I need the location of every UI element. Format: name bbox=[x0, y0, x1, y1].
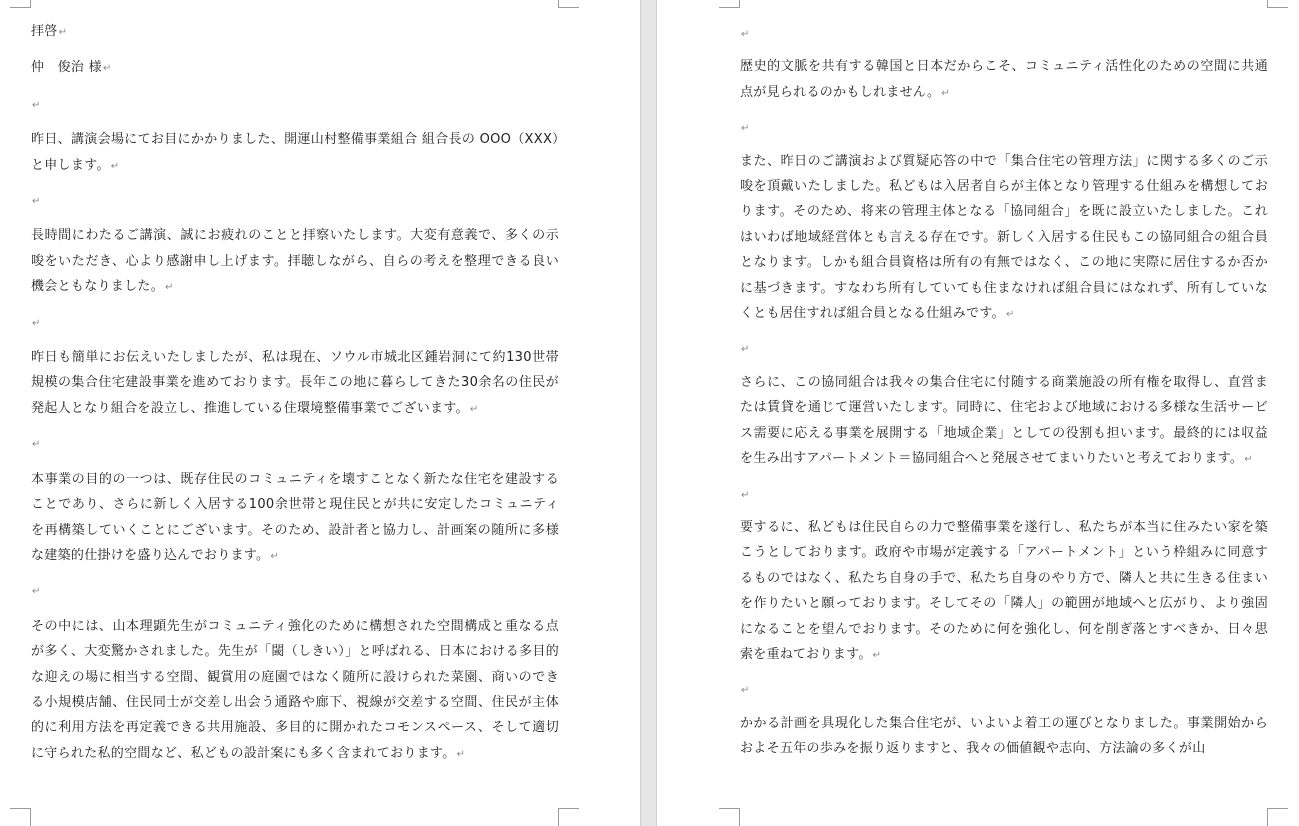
crop-mark-top-left bbox=[10, 0, 31, 8]
paragraph-mark-icon: ↵ bbox=[32, 586, 41, 598]
crop-mark-bottom-left bbox=[719, 808, 740, 826]
paragraph-mark-icon: ↵ bbox=[456, 748, 466, 760]
salutation: 拝啓↵ bbox=[31, 19, 559, 45]
paragraph-mark-icon: ↵ bbox=[741, 29, 750, 40]
blank-line bbox=[740, 21, 1268, 47]
document-page-left[interactable] bbox=[0, 0, 640, 826]
crop-mark-bottom-right bbox=[558, 808, 579, 826]
paragraph-mark-icon: ↵ bbox=[1244, 454, 1253, 466]
paragraph-mark-icon: ↵ bbox=[270, 550, 280, 562]
blank-line bbox=[31, 578, 559, 604]
blank-line bbox=[740, 677, 1268, 703]
paragraph-mark-icon: ↵ bbox=[32, 439, 41, 451]
body-paragraph-2: 長時間にわたるご講演、誠にお疲れのことと拝察いたします。大変有意義で、多くの示唆をいただき、心より感謝申し上げます。拝聴しながら、自らの考えを整理できる良い機会ともなりました。↵ bbox=[31, 223, 559, 300]
crop-mark-bottom-left bbox=[10, 808, 31, 826]
crop-mark-top-left bbox=[719, 0, 740, 8]
blank-line bbox=[740, 336, 1268, 362]
document-page-right[interactable] bbox=[657, 0, 1299, 826]
paragraph-mark-icon: ↵ bbox=[32, 99, 41, 111]
paragraph-mark-icon: ↵ bbox=[1005, 309, 1015, 321]
body-paragraph-5: その中には、山本理顕先生がコミュニティ強化のために構想された空間構成と重なる点が多く、大変驚かされました。先生が「閾（しきい）」と呼ばれる、日本における多目的な迎えの場に相当する空間、観賞用の庭園ではなく随所に設けられた菜園、商いのできる小規模店舗、住民同士が交差し出会う通路や廊下、視線が交差する空間、住民が主体的に利用方法を再定義できる共用施設、多目的に開かれたコモンスペース、そして適切に守られた私的空間など、私どもの設計案にも多く含まれております。↵ bbox=[31, 614, 559, 767]
body-paragraph-1: 昨日、講演会場にてお目にかかりました、開運山村整備事業組合 組合長の OOO（XXX）と申します。↵ bbox=[31, 127, 559, 179]
paragraph-mark-icon: ↵ bbox=[469, 403, 479, 415]
blank-line bbox=[740, 482, 1268, 508]
blank-line bbox=[740, 115, 1268, 141]
body-paragraph-10: かかる計画を具現化した集合住宅が、いよいよ着工の運びとなりました。事業開始からおよそ五年の歩みを振り返りますと、我々の価値観や志向、方法論の多くが山 bbox=[740, 715, 1268, 757]
blank-line bbox=[31, 92, 559, 118]
body-paragraph-4: 本事業の目的の一つは、既存住民のコミュニティを壊すことなく新たな住宅を建設することであり、さらに新しく入居する100余世帯と現住民とが共に安定したコミュニティを再構築していくことにございます。そのため、設計者と協力し、計画案の随所に多様な建築的仕掛けを盛り込んでおります。↵ bbox=[31, 467, 559, 570]
blank-line bbox=[31, 310, 559, 336]
crop-mark-top-right bbox=[558, 0, 579, 8]
paragraph-mark-icon: ↵ bbox=[941, 87, 950, 99]
paragraph-mark-icon: ↵ bbox=[741, 489, 750, 501]
page-right-content[interactable] bbox=[740, 21, 1268, 762]
paragraph-mark-icon: ↵ bbox=[102, 63, 112, 75]
paragraph-mark-icon: ↵ bbox=[165, 282, 174, 294]
body-paragraph-6: 歴史的文脈を共有する韓国と日本だからこそ、コミュニティ活性化のための空間に共通点が見られるのかもしれません。↵ bbox=[740, 54, 1268, 106]
paragraph-mark-icon: ↵ bbox=[32, 317, 41, 329]
paragraph-mark-icon: ↵ bbox=[32, 196, 41, 208]
paragraph-mark-icon: ↵ bbox=[741, 123, 750, 135]
body-paragraph-9: 要するに、私どもは住民自らの力で整備事業を遂行し、私たちが本当に住みたい家を築こうとしております。政府や市場が定義する「アパートメント」という枠組みに同意するものではなく、私たち自身の手で、私たち自身のやり方で、隣人と共に生きる住まいを作りたいと願っております。そしてその「隣人」の範囲が地域へと広がり、より強固になることを望んでおります。そのために何を強化し、何を削ぎ落とすべきか、日々思索を重ねております。↵ bbox=[740, 515, 1268, 668]
crop-mark-top-right bbox=[1267, 0, 1288, 8]
paragraph-mark-icon: ↵ bbox=[741, 344, 750, 356]
body-paragraph-8: さらに、この協同組合は我々の集合住宅に付随する商業施設の所有権を取得し、直営または賃貸を通じて運営いたします。同時に、住宅および地域における多様な生活サービス需要に応える事業を展開する「地域企業」としての役割も担います。最終的には収益を生み出すアパートメント＝協同組合へと発展させてまいりたいと考えております。↵ bbox=[740, 370, 1268, 473]
paragraph-mark-icon: ↵ bbox=[110, 160, 120, 172]
body-paragraph-3: 昨日も簡単にお伝えいたしましたが、私は現在、ソウル市城北区鍾岩洞にて約130世帯規模の集合住宅建設事業を進めております。長年この地に暮らしてきた30余名の住民が発起人となり組合を設立し、推進している住環境整備事業でございます。↵ bbox=[31, 345, 559, 422]
blank-line bbox=[31, 188, 559, 214]
page-divider bbox=[640, 0, 657, 826]
paragraph-mark-icon: ↵ bbox=[741, 685, 750, 697]
page-left-content[interactable] bbox=[31, 19, 559, 767]
crop-mark-bottom-right bbox=[1267, 808, 1288, 826]
body-paragraph-7: また、昨日のご講演および質疑応答の中で「集合住宅の管理方法」に関する多くのご示唆を頂戴いたしました。私どもは入居者自らが主体となり管理する仕組みを構想しております。そのため、将来の管理主体となる「協同組合」を既に設立いたしました。これはいわば地域経営体とも言える存在です。新しく入居する住民もこの協同組合の組合員となります。しかも組合員資格は所有の有無ではなく、この地に実際に居住するか否かに基づきます。すなわち所有していても住まなければ組合員にはなれず、所有していなくとも居住すれば組合員となる仕組みです。↵ bbox=[740, 149, 1268, 328]
paragraph-mark-icon: ↵ bbox=[872, 649, 882, 661]
addressee: 仲 俊治 様↵ bbox=[31, 55, 559, 81]
paragraph-mark-icon: ↵ bbox=[58, 27, 68, 38]
blank-line bbox=[31, 431, 559, 457]
